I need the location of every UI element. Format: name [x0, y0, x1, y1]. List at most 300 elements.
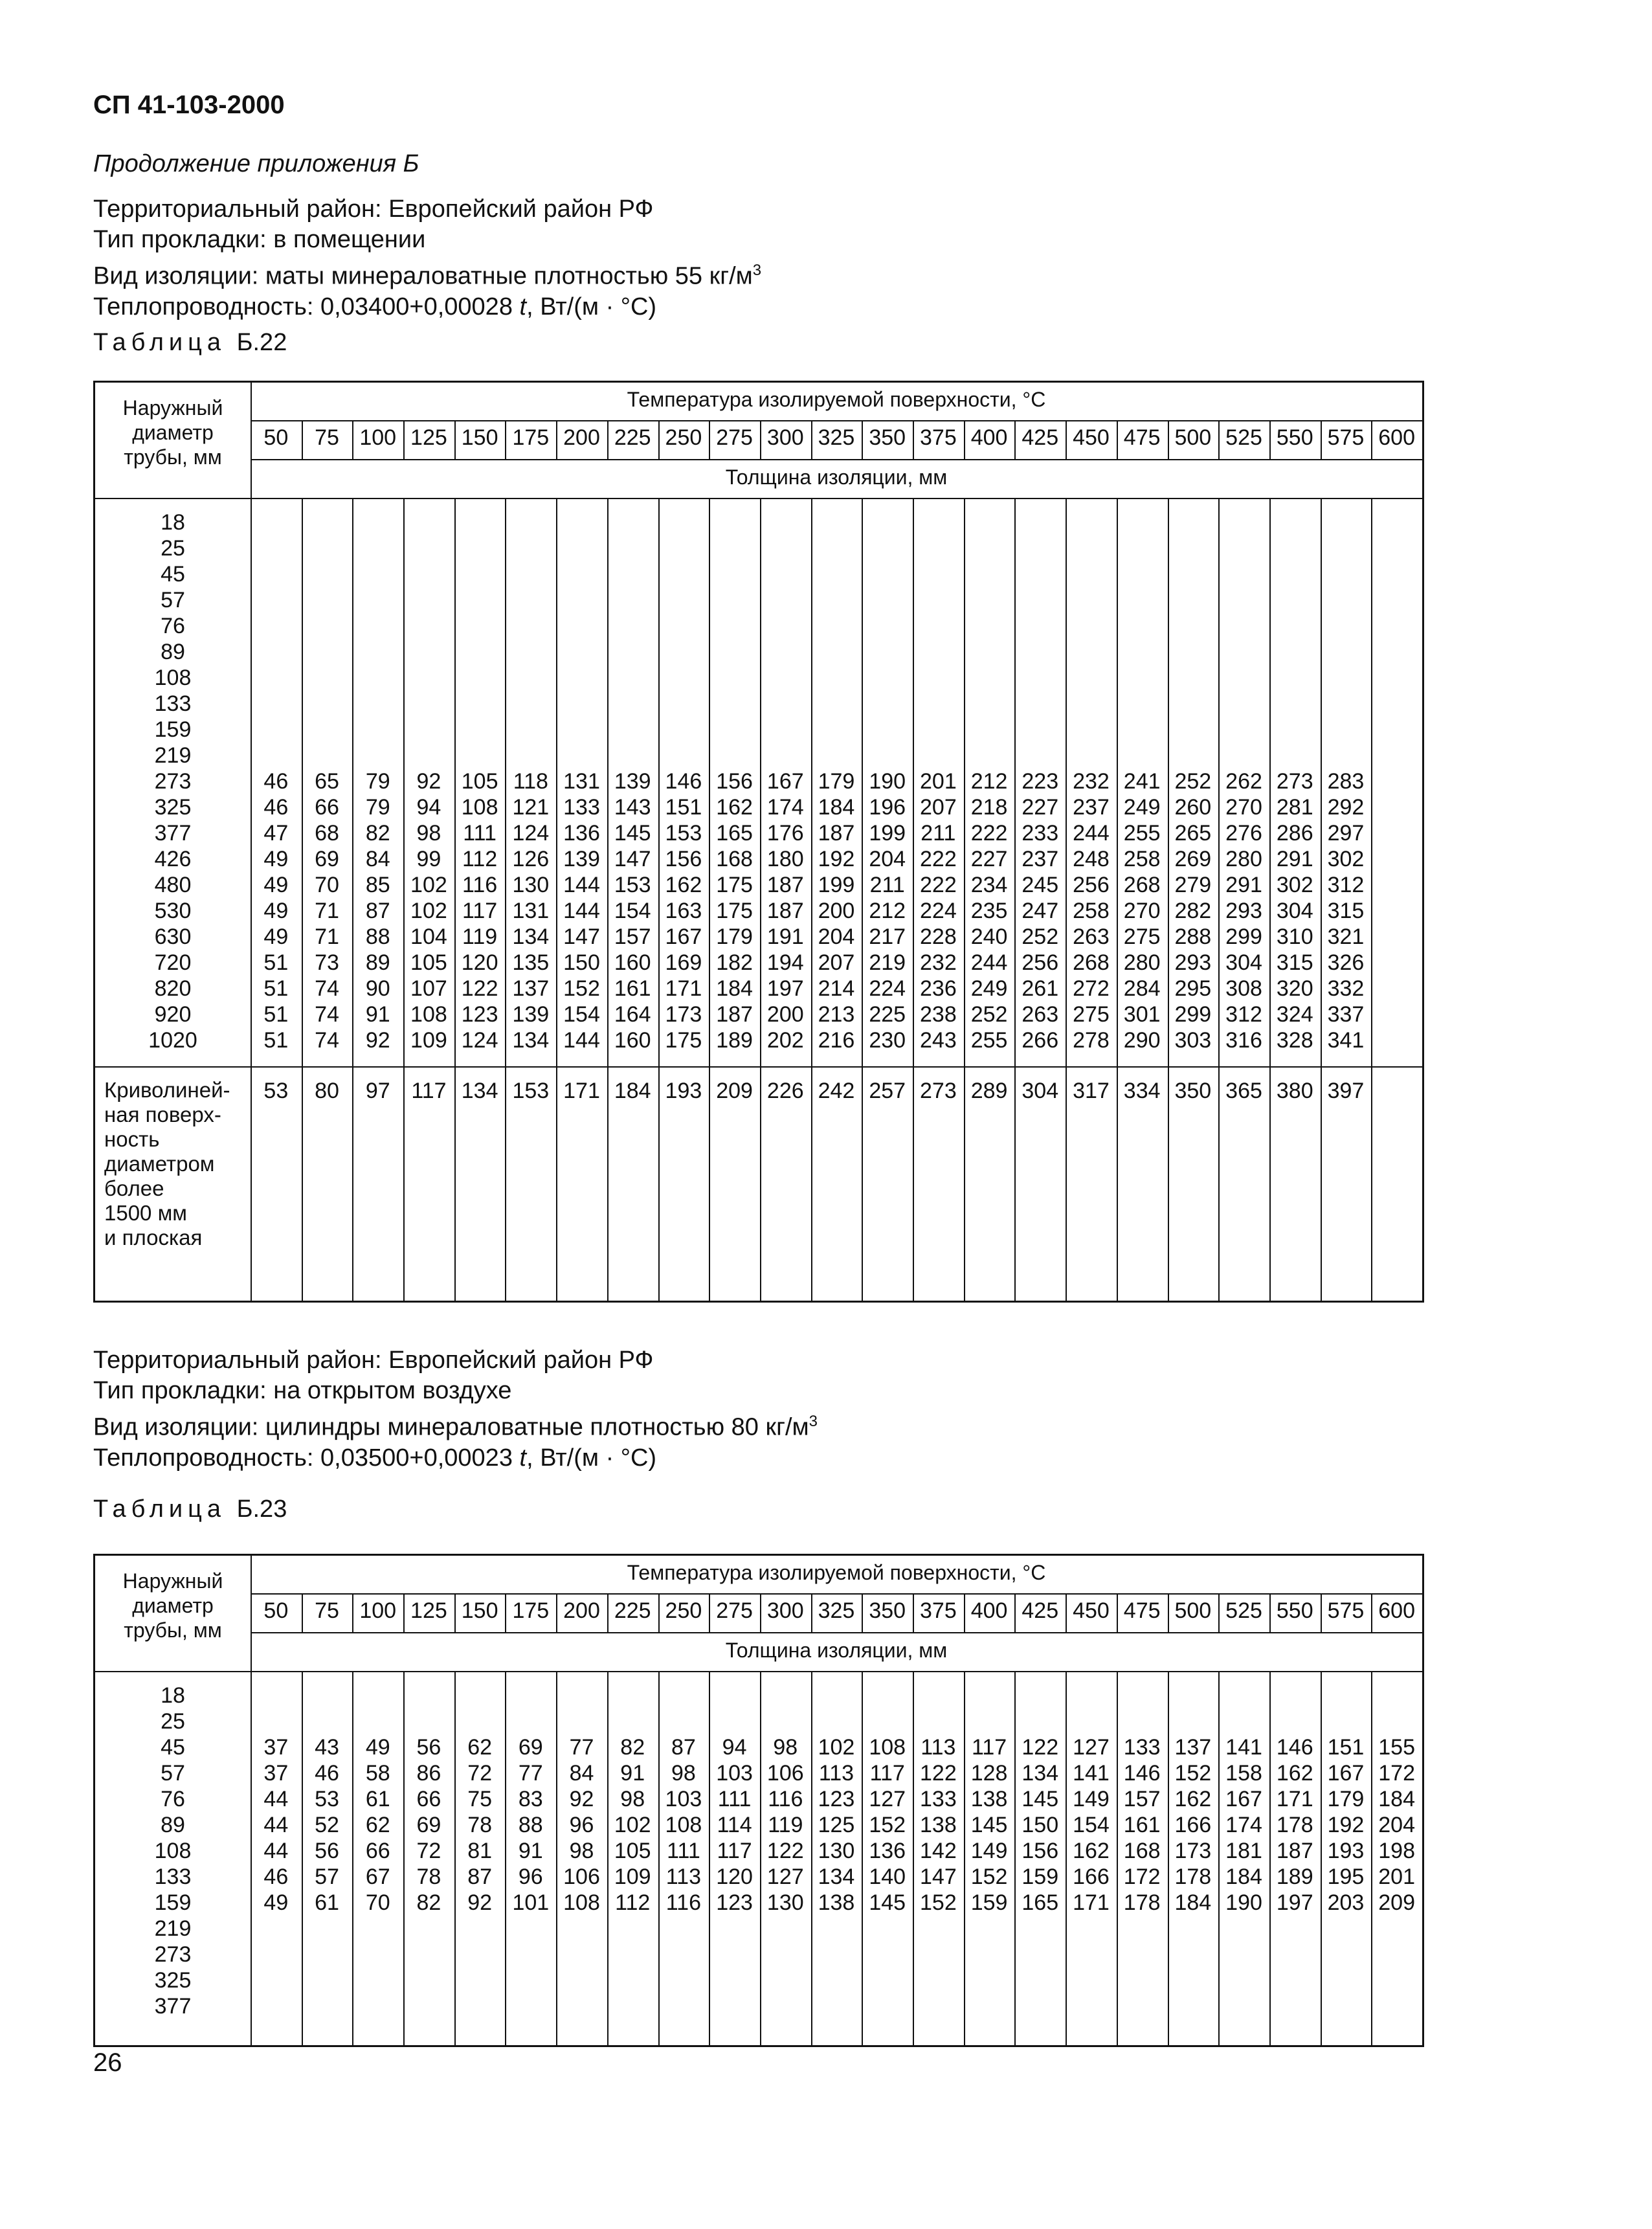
- table-cell: 150: [563, 950, 600, 975]
- table-cell: 232: [920, 950, 957, 975]
- table-cell: 161: [1123, 1813, 1161, 1837]
- table-cell: 207: [818, 950, 855, 975]
- table-cell: 99: [416, 847, 441, 871]
- table-cell: 73: [315, 950, 339, 975]
- table-cell: 53: [315, 1787, 339, 1811]
- table-cell: 44: [263, 1839, 289, 1863]
- table-cell: 82: [365, 821, 390, 846]
- table-cell: 141: [1073, 1761, 1110, 1786]
- table-cell: 304: [1276, 899, 1313, 923]
- table-cell: 49: [263, 924, 289, 949]
- table-cell: 293: [1225, 899, 1262, 923]
- table-b23: [93, 1554, 1424, 2047]
- table-cell: 184: [1225, 1865, 1262, 1889]
- table-cell: 90: [365, 976, 390, 1001]
- table-cell: 111: [667, 1839, 700, 1863]
- table-cell: 134: [818, 1865, 855, 1889]
- table-cell: 156: [665, 847, 702, 871]
- table-cell: 125: [818, 1813, 855, 1837]
- table-cell: 291: [1276, 847, 1313, 871]
- table-cell: 98: [773, 1735, 798, 1760]
- table-cell: 324: [1276, 1002, 1313, 1027]
- table-cell: 272: [1073, 976, 1110, 1001]
- diameter-108: 108: [154, 1839, 192, 1863]
- table-cell: 214: [818, 976, 855, 1001]
- table-cell: 316: [1225, 1028, 1262, 1053]
- table-cell: 252: [1174, 769, 1212, 794]
- curved-surface-label: диаметром: [104, 1152, 215, 1176]
- table-cell: 154: [1073, 1813, 1110, 1837]
- stub-header: Наружный диаметр трубы, мм: [122, 1569, 223, 1642]
- diameter-480: 480: [154, 873, 192, 897]
- table-cell: 200: [766, 1002, 804, 1027]
- table-cell: 87: [365, 899, 390, 923]
- diameter-820: 820: [154, 976, 192, 1001]
- temperature-275: 275: [716, 1598, 753, 1623]
- table-cell: 176: [766, 821, 804, 846]
- table-cell: 74: [315, 1028, 339, 1053]
- table-cell: 82: [416, 1890, 441, 1915]
- temperature-475: 475: [1123, 425, 1161, 450]
- table-cell: 66: [365, 1839, 390, 1863]
- diameter-377: 377: [154, 1994, 192, 2019]
- table-cell: 126: [512, 847, 550, 871]
- table-cell: 315: [1327, 899, 1365, 923]
- table-cell: 263: [1021, 1002, 1059, 1027]
- temperature-550: 550: [1276, 425, 1313, 450]
- diameter-219: 219: [154, 743, 192, 768]
- table-cell: 237: [1073, 795, 1110, 820]
- header-rule: [251, 1593, 1422, 1595]
- page-number: 26: [93, 2048, 122, 2077]
- table-cell: 92: [416, 769, 441, 794]
- temperature-375: 375: [920, 1598, 957, 1623]
- table-cell: 171: [665, 976, 702, 1001]
- table-cell: 244: [970, 950, 1008, 975]
- table-cell: 98: [569, 1839, 594, 1863]
- diameter-1020: 1020: [148, 1028, 197, 1053]
- temperature-header: Температура изолируемой поверхности, °С: [627, 1561, 1046, 1584]
- curved-value: 365: [1225, 1079, 1262, 1103]
- table-cell: 117: [971, 1735, 1007, 1760]
- table-cell: 122: [1021, 1735, 1059, 1760]
- temperature-500: 500: [1174, 1598, 1212, 1623]
- table-cell: 190: [869, 769, 906, 794]
- table-cell: 139: [614, 769, 651, 794]
- table-cell: 292: [1327, 795, 1365, 820]
- table-cell: 155: [1378, 1735, 1415, 1760]
- temperature-375: 375: [920, 425, 957, 450]
- table-cell: 136: [563, 821, 600, 846]
- table-cell: 156: [1021, 1839, 1059, 1863]
- table-cell: 70: [365, 1890, 390, 1915]
- diameter-377: 377: [154, 821, 192, 846]
- temperature-250: 250: [665, 1598, 702, 1623]
- curved-rule: [95, 1066, 1422, 1068]
- table-cell: 172: [1378, 1761, 1415, 1786]
- table-cell: 299: [1225, 924, 1262, 949]
- table-cell: 332: [1327, 976, 1365, 1001]
- table-cell: 145: [1021, 1787, 1059, 1811]
- diameter-89: 89: [161, 640, 185, 664]
- temperature-125: 125: [410, 425, 447, 450]
- table-cell: 157: [1123, 1787, 1161, 1811]
- temperature-225: 225: [614, 425, 651, 450]
- curved-surface-label: ная поверх-: [104, 1103, 221, 1126]
- table-cell: 152: [563, 976, 600, 1001]
- table-cell: 152: [970, 1865, 1008, 1889]
- table-cell: 68: [315, 821, 339, 846]
- table-cell: 179: [716, 924, 753, 949]
- temperature-50: 50: [263, 1598, 289, 1623]
- table-cell: 181: [1225, 1839, 1262, 1863]
- curved-value: 80: [315, 1079, 339, 1103]
- curved-value: 273: [920, 1079, 957, 1103]
- temperature-525: 525: [1225, 1598, 1262, 1623]
- table-cell: 146: [1123, 1761, 1161, 1786]
- table-cell: 234: [970, 873, 1008, 897]
- table2-caption: Таблица Б.23: [93, 1495, 287, 1523]
- table-cell: 46: [263, 769, 289, 794]
- table-cell: 96: [569, 1813, 594, 1837]
- table-cell: 71: [315, 899, 339, 923]
- table-cell: 175: [665, 1028, 702, 1053]
- region-line: Территориальный район: Европейский район РФ: [93, 1347, 654, 1374]
- table-cell: 149: [1073, 1787, 1110, 1811]
- table-cell: 154: [614, 899, 651, 923]
- table-cell: 147: [920, 1865, 957, 1889]
- diameter-25: 25: [161, 1709, 185, 1734]
- table-cell: 204: [869, 847, 906, 871]
- table-cell: 201: [920, 769, 957, 794]
- table-cell: 326: [1327, 950, 1365, 975]
- table-cell: 174: [766, 795, 804, 820]
- curved-value: 397: [1327, 1079, 1365, 1103]
- table-cell: 178: [1276, 1813, 1313, 1837]
- table-cell: 49: [263, 847, 289, 871]
- temperature-75: 75: [315, 425, 339, 450]
- table-cell: 203: [1327, 1890, 1365, 1915]
- table-cell: 341: [1327, 1028, 1365, 1053]
- table-cell: 262: [1225, 769, 1262, 794]
- table-cell: 180: [766, 847, 804, 871]
- diameter-89: 89: [161, 1813, 185, 1837]
- table-cell: 258: [1073, 899, 1110, 923]
- table-cell: 204: [818, 924, 855, 949]
- temperature-100: 100: [359, 1598, 397, 1623]
- table-cell: 222: [920, 847, 957, 871]
- table-cell: 113: [818, 1761, 854, 1786]
- table-cell: 212: [970, 769, 1008, 794]
- table-cell: 51: [263, 1028, 289, 1053]
- table-cell: 112: [615, 1890, 651, 1915]
- diameter-219: 219: [154, 1916, 192, 1941]
- table-cell: 43: [315, 1735, 339, 1760]
- table-cell: 224: [920, 899, 957, 923]
- table-cell: 275: [1123, 924, 1161, 949]
- table-cell: 286: [1276, 821, 1313, 846]
- table-cell: 280: [1123, 950, 1161, 975]
- table-cell: 122: [766, 1839, 804, 1863]
- table-cell: 122: [461, 976, 498, 1001]
- temperature-125: 125: [410, 1598, 447, 1623]
- insulation-line: Вид изоляции: маты минераловатные плотностью 55 $кг/м^3$: [93, 262, 762, 290]
- table-cell: 270: [1123, 899, 1161, 923]
- table-cell: 62: [365, 1813, 390, 1837]
- table-cell: 142: [920, 1839, 957, 1863]
- table-cell: 192: [1327, 1813, 1365, 1837]
- table-cell: 288: [1174, 924, 1212, 949]
- table-cell: 149: [970, 1839, 1008, 1863]
- table-cell: 179: [1327, 1787, 1365, 1811]
- table-cell: 249: [970, 976, 1008, 1001]
- table-cell: 167: [1327, 1761, 1365, 1786]
- temperature-400: 400: [970, 425, 1008, 450]
- table-cell: 195: [1327, 1865, 1365, 1889]
- curved-value: 134: [461, 1079, 498, 1103]
- table-cell: 67: [365, 1865, 390, 1889]
- table-cell: 114: [717, 1813, 752, 1837]
- table-cell: 119: [768, 1813, 803, 1837]
- table-cell: 189: [1276, 1865, 1313, 1889]
- table-cell: 108: [563, 1890, 600, 1915]
- table-cell: 49: [263, 1890, 289, 1915]
- table-cell: 169: [665, 950, 702, 975]
- table-cell: 101: [512, 1890, 550, 1915]
- table-cell: 172: [1123, 1865, 1161, 1889]
- table-cell: 237: [1021, 847, 1059, 871]
- table-cell: 174: [1225, 1813, 1262, 1837]
- table-cell: 127: [766, 1865, 804, 1889]
- table-cell: 268: [1073, 950, 1110, 975]
- table-cell: 199: [818, 873, 855, 897]
- table-cell: 133: [563, 795, 600, 820]
- table-cell: 105: [614, 1839, 651, 1863]
- table-cell: 46: [263, 1865, 289, 1889]
- table-cell: 182: [716, 950, 753, 975]
- table-cell: 290: [1123, 1028, 1161, 1053]
- temperature-250: 250: [665, 425, 702, 450]
- table-cell: 77: [518, 1761, 543, 1786]
- table-cell: 222: [920, 873, 957, 897]
- table-cell: 248: [1073, 847, 1110, 871]
- table-cell: 88: [365, 924, 390, 949]
- table-cell: 79: [365, 795, 390, 820]
- table-cell: 117: [869, 1761, 905, 1786]
- table-cell: 275: [1073, 1002, 1110, 1027]
- table-cell: 255: [1123, 821, 1161, 846]
- table-cell: 112: [462, 847, 498, 871]
- table-cell: 337: [1327, 1002, 1365, 1027]
- diameter-159: 159: [154, 717, 192, 742]
- table-cell: 216: [818, 1028, 855, 1053]
- table-cell: 65: [315, 769, 339, 794]
- table-cell: 69: [416, 1813, 441, 1837]
- diameter-57: 57: [161, 588, 185, 612]
- table-cell: 102: [614, 1813, 651, 1837]
- table-cell: 201: [1378, 1865, 1415, 1889]
- table-cell: 247: [1021, 899, 1059, 923]
- table-cell: 134: [512, 1028, 550, 1053]
- curved-value: 257: [869, 1079, 906, 1103]
- table-cell: 245: [1021, 873, 1059, 897]
- table-cell: 66: [416, 1787, 441, 1811]
- table-cell: 235: [970, 899, 1008, 923]
- table-cell: 56: [315, 1839, 339, 1863]
- thickness-header: Толщина изоляции, мм: [725, 1639, 948, 1662]
- table-cell: 152: [1174, 1761, 1212, 1786]
- diameter-45: 45: [161, 562, 185, 587]
- table-cell: 130: [512, 873, 550, 897]
- table-cell: 144: [563, 873, 600, 897]
- table-cell: 295: [1174, 976, 1212, 1001]
- table-cell: 153: [614, 873, 651, 897]
- diameter-630: 630: [154, 924, 192, 949]
- table-cell: 66: [315, 795, 339, 820]
- table-cell: 56: [416, 1735, 441, 1760]
- diameter-108: 108: [154, 666, 192, 690]
- curved-value: 304: [1021, 1079, 1059, 1103]
- temperature-525: 525: [1225, 425, 1262, 450]
- table-cell: 230: [869, 1028, 906, 1053]
- diameter-133: 133: [154, 1865, 192, 1889]
- temperature-600: 600: [1378, 425, 1415, 450]
- temperature-150: 150: [461, 1598, 498, 1623]
- table-cell: 123: [716, 1890, 753, 1915]
- table-cell: 238: [920, 1002, 957, 1027]
- table-cell: 166: [1073, 1865, 1110, 1889]
- table-cell: 162: [1276, 1761, 1313, 1786]
- table-cell: 304: [1225, 950, 1262, 975]
- temperature-425: 425: [1021, 425, 1059, 450]
- curved-value: 117: [411, 1079, 447, 1103]
- table-cell: 81: [467, 1839, 493, 1863]
- table-cell: 108: [665, 1813, 702, 1837]
- table-cell: 171: [1073, 1890, 1110, 1915]
- table-cell: 51: [263, 950, 289, 975]
- table-cell: 293: [1174, 950, 1212, 975]
- table-cell: 328: [1276, 1028, 1313, 1053]
- table-cell: 279: [1174, 873, 1212, 897]
- table-cell: 184: [716, 976, 753, 1001]
- table-cell: 256: [1021, 950, 1059, 975]
- table-cell: 213: [818, 1002, 855, 1027]
- temperature-225: 225: [614, 1598, 651, 1623]
- table-cell: 136: [869, 1839, 906, 1863]
- table-cell: 61: [315, 1890, 339, 1915]
- table-cell: 173: [665, 1002, 702, 1027]
- table-cell: 249: [1123, 795, 1161, 820]
- table-cell: 260: [1174, 795, 1212, 820]
- temperature-200: 200: [563, 1598, 600, 1623]
- appendix-continuation: Продолжение приложения Б: [93, 150, 419, 177]
- table-cell: 108: [461, 795, 498, 820]
- temperature-75: 75: [315, 1598, 339, 1623]
- table-cell: 278: [1073, 1028, 1110, 1053]
- diameter-720: 720: [154, 950, 192, 975]
- table-cell: 157: [614, 924, 651, 949]
- table-cell: 187: [766, 899, 804, 923]
- curved-value: 171: [563, 1079, 600, 1103]
- table-cell: 119: [462, 924, 498, 949]
- table-cell: 121: [512, 795, 550, 820]
- table-cell: 69: [315, 847, 339, 871]
- table-cell: 301: [1123, 1002, 1161, 1027]
- table-cell: 145: [869, 1890, 906, 1915]
- table-cell: 116: [462, 873, 498, 897]
- table-cell: 92: [365, 1028, 390, 1053]
- header-bottom-rule: [95, 1671, 1422, 1672]
- curved-value: 193: [665, 1079, 702, 1103]
- table-cell: 179: [818, 769, 855, 794]
- table1-caption: Таблица Б.22: [93, 329, 287, 356]
- diameter-45: 45: [161, 1735, 185, 1760]
- table-cell: 211: [869, 873, 905, 897]
- table-cell: 144: [563, 899, 600, 923]
- table-cell: 102: [818, 1735, 855, 1760]
- table-cell: 241: [1123, 769, 1161, 794]
- temperature-325: 325: [818, 425, 855, 450]
- table-cell: 94: [722, 1735, 747, 1760]
- table-cell: 315: [1276, 950, 1313, 975]
- curved-value: 317: [1073, 1079, 1110, 1103]
- table-cell: 154: [563, 1002, 600, 1027]
- table-cell: 167: [1225, 1787, 1262, 1811]
- temperature-575: 575: [1327, 1598, 1365, 1623]
- table-cell: 193: [1327, 1839, 1365, 1863]
- table-cell: 197: [766, 976, 804, 1001]
- table-cell: 105: [461, 769, 498, 794]
- diameter-273: 273: [154, 1942, 192, 1967]
- diameter-18: 18: [161, 1683, 185, 1708]
- diameter-325: 325: [154, 1968, 192, 1993]
- table-cell: 52: [315, 1813, 339, 1837]
- temperature-300: 300: [766, 1598, 804, 1623]
- table-cell: 61: [365, 1787, 390, 1811]
- table-cell: 227: [970, 847, 1008, 871]
- table-cell: 104: [410, 924, 447, 949]
- table-cell: 111: [717, 1787, 752, 1811]
- table-cell: 312: [1327, 873, 1365, 897]
- table-cell: 51: [263, 1002, 289, 1027]
- table-cell: 37: [263, 1735, 289, 1760]
- table-cell: 85: [365, 873, 390, 897]
- table-cell: 98: [620, 1787, 645, 1811]
- table-cell: 255: [970, 1028, 1008, 1053]
- curved-value: 242: [818, 1079, 855, 1103]
- table-cell: 87: [671, 1735, 696, 1760]
- table-cell: 198: [1378, 1839, 1415, 1863]
- table-cell: 156: [716, 769, 753, 794]
- curved-value: 334: [1123, 1079, 1161, 1103]
- table-cell: 72: [467, 1761, 493, 1786]
- table-cell: 184: [818, 795, 855, 820]
- table-cell: 116: [665, 1890, 702, 1915]
- table-cell: 265: [1174, 821, 1212, 846]
- table-cell: 86: [416, 1761, 441, 1786]
- table-cell: 78: [416, 1865, 441, 1889]
- temperature-350: 350: [869, 425, 906, 450]
- table-cell: 302: [1327, 847, 1365, 871]
- table-cell: 124: [461, 1028, 498, 1053]
- table-cell: 51: [263, 976, 289, 1001]
- diameter-76: 76: [161, 614, 185, 638]
- table-cell: 106: [766, 1761, 804, 1786]
- header-bottom-rule: [95, 498, 1422, 499]
- table-cell: 92: [569, 1787, 594, 1811]
- diameter-325: 325: [154, 795, 192, 820]
- table-cell: 46: [315, 1761, 339, 1786]
